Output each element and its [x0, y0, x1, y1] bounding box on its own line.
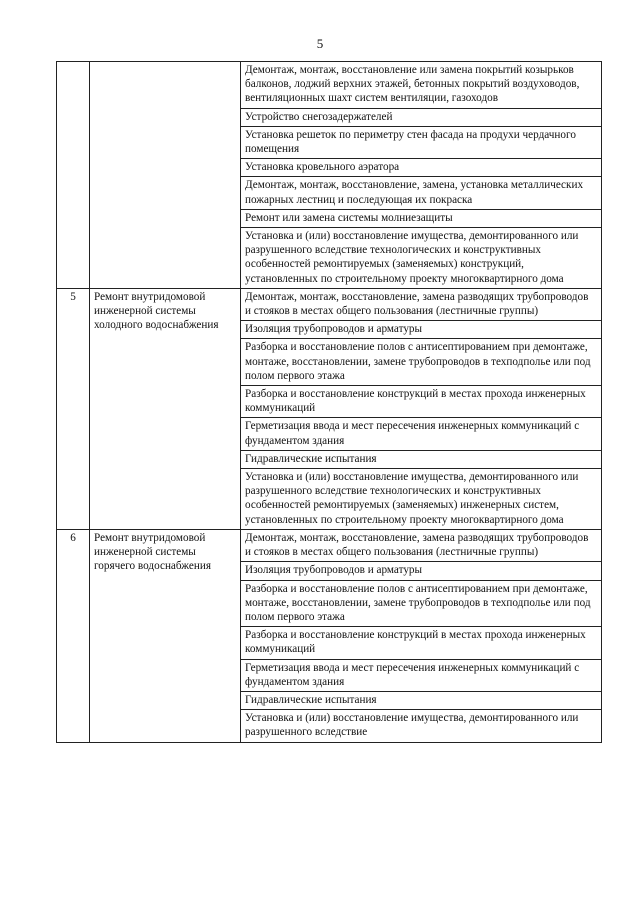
- table-row: [57, 529, 602, 742]
- works-table: [56, 61, 602, 743]
- list-item: Устройство снегозадержателей: [241, 108, 601, 126]
- list-item: Установка решеток по периметру стен фасада на продухи чердачного помещения: [241, 126, 601, 158]
- list-item: Демонтаж, монтаж, восстановление, замена, установка металлических пожарных лестниц и последующая их покраска: [241, 176, 601, 208]
- work-list-cell: [241, 62, 602, 289]
- work-list: [245, 62, 597, 288]
- list-item: Ремонт или замена системы молниезащиты: [241, 209, 601, 227]
- work-category: Ремонт внутридомовой инженерной системы горячего водоснабжения: [90, 529, 241, 742]
- list-item: Изоляция трубопроводов и арматуры: [241, 320, 601, 338]
- row-number: 6: [57, 529, 90, 742]
- table-row: [57, 288, 602, 529]
- list-item: Установка и (или) восстановление имущества, демонтированного или разрушенного вследствие технологических и конструктивных особенностей ремонтируемых (заменяемых) конструкций, установленных по строительному проекту многоквартирного дома: [241, 227, 601, 288]
- list-item: Демонтаж, монтаж, восстановление, замена разводящих трубопроводов и стояков в местах общего пользования (лестничные группы): [245, 290, 589, 318]
- list-item: Установка кровельного аэратора: [241, 158, 601, 176]
- list-item: Разборка и восстановление полов с антисептированием при демонтаже, монтаже, восстановлении, замене трубопроводов в техподполье или под полом первого этажа: [241, 580, 601, 627]
- work-category: [90, 62, 241, 289]
- work-list: [245, 530, 597, 742]
- list-item: Гидравлические испытания: [241, 450, 601, 468]
- work-category: Ремонт внутридомовой инженерной системы холодного водоснабжения: [90, 288, 241, 529]
- list-item: Изоляция трубопроводов и арматуры: [241, 561, 601, 579]
- work-list-cell: [241, 288, 602, 529]
- table-row: [57, 62, 602, 289]
- row-number: [57, 62, 90, 289]
- list-item: Гидравлические испытания: [241, 691, 601, 709]
- list-item: Герметизация ввода и мест пересечения инженерных коммуникаций с фундаментом здания: [241, 417, 601, 449]
- list-item: Установка и (или) восстановление имущества, демонтированного или разрушенного вследствие: [241, 709, 601, 741]
- work-list: [245, 289, 597, 529]
- list-item: Герметизация ввода и мест пересечения инженерных коммуникаций с фундаментом здания: [241, 659, 601, 691]
- row-number: 5: [57, 288, 90, 529]
- list-item: Разборка и восстановление конструкций в местах прохода инженерных коммуникаций: [241, 385, 601, 417]
- list-item: Демонтаж, монтаж, восстановление или замена покрытий козырьков балконов, лоджий верхних этажей, бетонных покрытий воздуховодов, вентиляционных шахт систем вентиляции, газоходов: [245, 64, 580, 105]
- list-item: Установка и (или) восстановление имущества, демонтированного или разрушенного вследствие технологических и конструктивных особенностей ремонтируемых (заменяемых) инженерных систем, установленных по строительному проекту многоквартирного дома: [241, 468, 601, 529]
- list-item: Разборка и восстановление полов с антисептированием при демонтаже, монтаже, восстановлении, замене трубопроводов в техподполье или под полом первого этажа: [241, 338, 601, 385]
- list-item: Демонтаж, монтаж, восстановление, замена разводящих трубопроводов и стояков в местах общего пользования (лестничные группы): [245, 531, 589, 559]
- work-list-cell: [241, 529, 602, 742]
- page-number: 5: [316, 36, 324, 51]
- list-item: Разборка и восстановление конструкций в местах прохода инженерных коммуникаций: [241, 626, 601, 658]
